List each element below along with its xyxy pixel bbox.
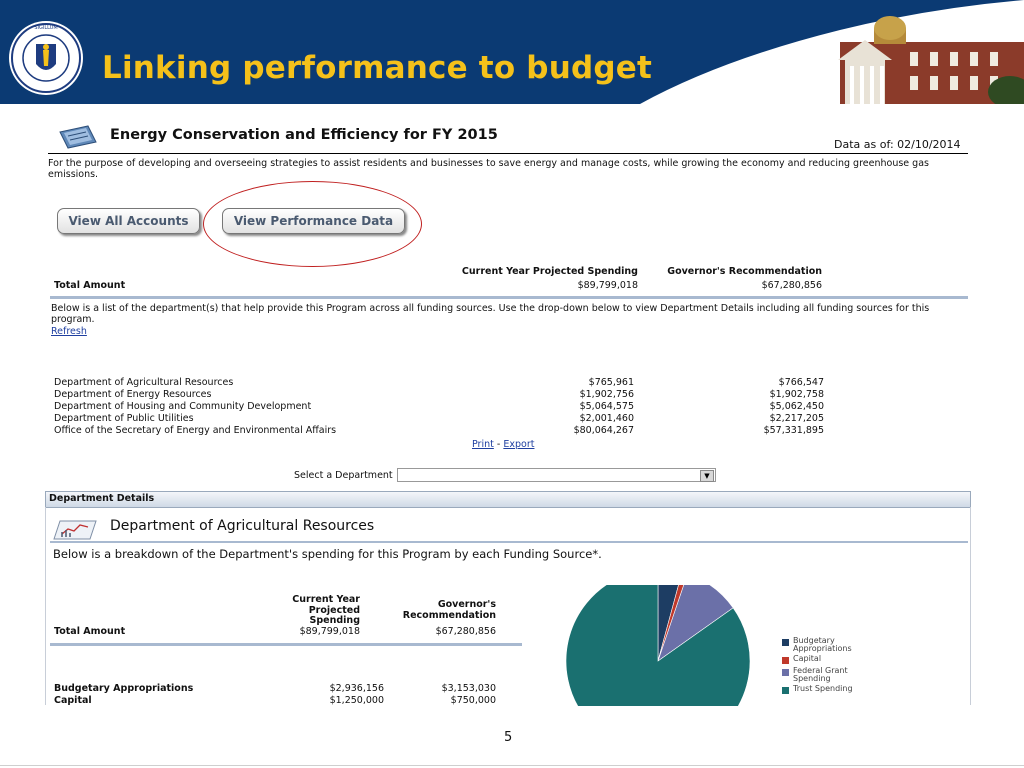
table-row bbox=[54, 377, 834, 389]
view-performance-data-button[interactable]: View Performance Data bbox=[222, 208, 405, 234]
divider bbox=[50, 541, 968, 543]
governor-recommendation-value: $2,217,205 bbox=[769, 413, 824, 424]
print-link[interactable]: Print bbox=[472, 439, 494, 450]
current-spending-value: $765,961 bbox=[588, 377, 634, 388]
total-current-spending: $89,799,018 bbox=[577, 280, 638, 291]
link-separator: - bbox=[496, 439, 501, 450]
column-header-current-spending: Current Year Projected Spending bbox=[461, 266, 638, 277]
column-header-current-spending bbox=[260, 595, 360, 627]
header-banner bbox=[0, 0, 1024, 104]
department-select[interactable] bbox=[397, 468, 716, 482]
department-name: Department of Energy Resources bbox=[54, 389, 212, 400]
department-name-heading: Department of Agricultural Resources bbox=[110, 518, 375, 534]
divider bbox=[48, 153, 968, 154]
budget-book-icon bbox=[58, 124, 98, 150]
funding-source-name: Capital bbox=[54, 695, 92, 706]
select-department-label: Select a Department bbox=[294, 470, 393, 481]
department-name: Department of Agricultural Resources bbox=[54, 377, 234, 388]
total-governor-recommendation: $67,280,856 bbox=[435, 626, 496, 637]
view-all-accounts-button[interactable]: View All Accounts bbox=[57, 208, 200, 234]
column-header-governor-recommendation: Governor's Recommendation bbox=[667, 266, 822, 277]
governor-recommendation-value: $5,062,450 bbox=[769, 401, 824, 412]
total-governor-recommendation: $67,280,856 bbox=[761, 280, 822, 291]
department-breakdown-description: Below is a breakdown of the Department's spending for this Program by each Funding Source*. bbox=[53, 547, 602, 561]
funding-governor-value: $750,000 bbox=[450, 695, 496, 706]
column-header-governor-recommendation bbox=[380, 600, 496, 621]
divider bbox=[0, 765, 1024, 766]
dropdown-arrow-icon[interactable]: ▼ bbox=[700, 470, 714, 482]
massachusetts-seal-logo bbox=[8, 20, 84, 96]
divider bbox=[50, 643, 522, 646]
legend-swatch bbox=[782, 687, 789, 694]
department-details-title: Department Details bbox=[49, 493, 155, 504]
program-description: For the purpose of developing and overseeing strategies to assist residents and businesses to save energy and manage costs, while growing the economy and reducing greenhouse gas emissions. bbox=[48, 158, 929, 180]
legend-swatch bbox=[782, 657, 789, 664]
legend-swatch bbox=[782, 669, 789, 676]
department-details-header bbox=[45, 491, 971, 508]
total-amount-label: Total Amount bbox=[54, 280, 126, 291]
governor-recommendation-value: $57,331,895 bbox=[763, 425, 824, 436]
funding-source-name: Budgetary Appropriations bbox=[54, 683, 194, 694]
slide-title: Linking performance to budget bbox=[102, 50, 652, 86]
funding-current-value: $1,250,000 bbox=[329, 695, 384, 706]
legend-label: Budgetary Appropriations bbox=[793, 636, 852, 653]
governor-recommendation-value: $1,902,758 bbox=[769, 389, 824, 400]
table-row bbox=[54, 425, 834, 437]
page-number: 5 bbox=[504, 730, 513, 745]
legend-label: Capital bbox=[793, 654, 822, 663]
total-current-spending: $89,799,018 bbox=[299, 626, 360, 637]
svg-text:SIGILLUM: SIGILLUM bbox=[34, 25, 58, 31]
legend-swatch bbox=[782, 639, 789, 646]
header-line: Projected bbox=[308, 604, 360, 616]
header-line: Spending bbox=[309, 615, 360, 626]
funding-governor-value: $3,153,030 bbox=[441, 683, 496, 694]
funding-current-value: $2,936,156 bbox=[329, 683, 384, 694]
header-line: Current Year bbox=[292, 594, 360, 605]
legend-label: Federal Grant Spending bbox=[793, 666, 848, 683]
line-chart-icon bbox=[52, 517, 98, 543]
header-line: Governor's bbox=[437, 599, 496, 610]
table-row bbox=[54, 389, 834, 401]
funding-source-pie-chart bbox=[560, 585, 760, 706]
current-spending-value: $5,064,575 bbox=[579, 401, 634, 412]
divider bbox=[50, 296, 968, 299]
refresh-link[interactable]: Refresh bbox=[51, 326, 87, 337]
legend-label: Trust Spending bbox=[793, 684, 853, 693]
header-line: Recommendation bbox=[402, 609, 496, 621]
table-row bbox=[54, 401, 834, 413]
current-spending-value: $80,064,267 bbox=[573, 425, 634, 436]
department-list-intro: Below is a list of the department(s) that help provide this Program across all funding sources. Use the drop-down below to view Department Details including all funding sources for this program. bbox=[51, 303, 930, 325]
current-spending-value: $1,902,756 bbox=[579, 389, 634, 400]
department-name: Department of Housing and Community Development bbox=[54, 401, 312, 412]
current-spending-value: $2,001,460 bbox=[579, 413, 634, 424]
data-as-of-date: Data as of: 02/10/2014 bbox=[834, 138, 961, 151]
department-name: Department of Public Utilities bbox=[54, 413, 194, 424]
state-house-image bbox=[640, 0, 1024, 104]
table-row bbox=[54, 413, 834, 425]
governor-recommendation-value: $766,547 bbox=[778, 377, 824, 388]
export-link[interactable]: Export bbox=[503, 439, 535, 450]
print-export-links bbox=[472, 439, 534, 450]
total-amount-label: Total Amount bbox=[54, 626, 126, 637]
department-name: Office of the Secretary of Energy and Environmental Affairs bbox=[54, 425, 337, 436]
program-title: Energy Conservation and Efficiency for FY 2015 bbox=[110, 127, 498, 143]
